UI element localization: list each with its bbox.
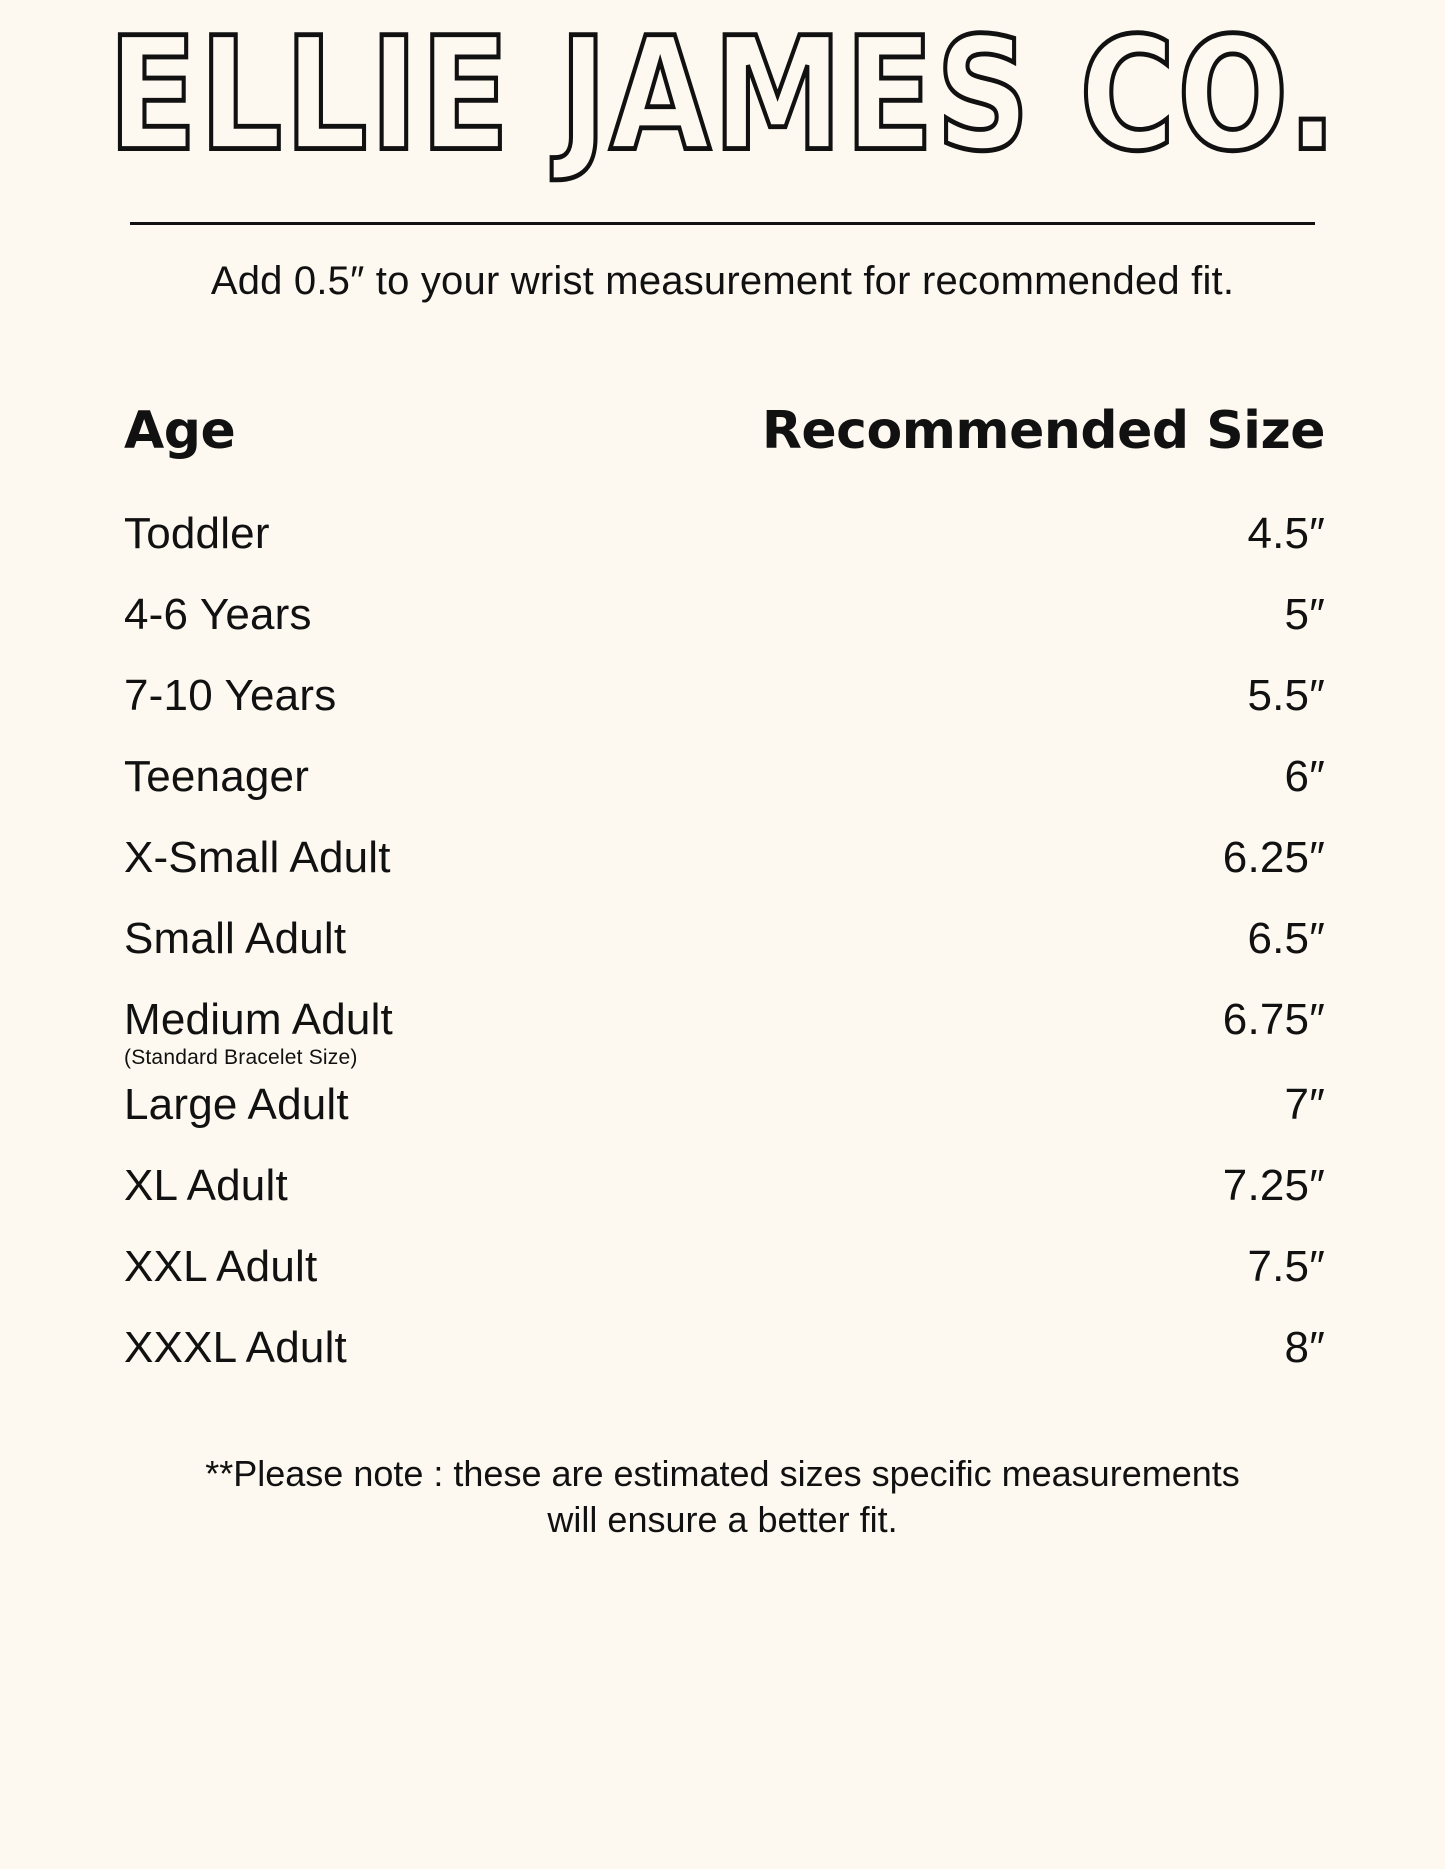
cell-age: X-Small Adult xyxy=(124,833,391,882)
cell-age-subnote: (Standard Bracelet Size) xyxy=(124,1046,358,1069)
cell-age: Teenager xyxy=(124,752,310,801)
table-row xyxy=(120,1080,1325,1130)
table-row xyxy=(120,1242,1325,1292)
table-header-row xyxy=(120,401,1325,461)
size-table xyxy=(120,401,1325,1373)
table-row xyxy=(120,671,1325,721)
cell-age-label: Medium Adult xyxy=(124,995,393,1044)
cell-age: Large Adult xyxy=(124,1080,349,1129)
cell-size: 7.25″ xyxy=(1222,1161,1325,1210)
brand-header xyxy=(107,0,1340,187)
cell-size: 6.25″ xyxy=(1222,833,1325,882)
table-row xyxy=(120,1323,1325,1373)
cell-size: 7.5″ xyxy=(1247,1242,1325,1291)
cell-size: 6″ xyxy=(1284,752,1325,801)
column-header-age: Age xyxy=(124,401,236,461)
cell-size: 5.5″ xyxy=(1247,671,1325,720)
cell-age: XXXL Adult xyxy=(124,1323,347,1372)
fit-instruction-text: Add 0.5″ to your wrist measurement for recommended fit. xyxy=(210,259,1235,303)
cell-size: 6.5″ xyxy=(1247,914,1325,963)
cell-age: XXL Adult xyxy=(124,1242,318,1291)
table-row xyxy=(120,509,1325,559)
cell-age: XL Adult xyxy=(124,1161,288,1210)
cell-age: Toddler xyxy=(124,509,270,558)
table-row xyxy=(120,590,1325,640)
brand-title: ELLIE JAMES CO. xyxy=(107,4,1340,187)
header-divider xyxy=(130,222,1315,225)
table-row xyxy=(120,752,1325,802)
column-header-size: Recommended Size xyxy=(761,401,1325,461)
cell-size: 8″ xyxy=(1284,1323,1325,1372)
cell-age xyxy=(120,995,393,1068)
table-row xyxy=(120,914,1325,964)
table-row xyxy=(120,995,1325,1068)
cell-size: 7″ xyxy=(1284,1080,1325,1129)
cell-size: 5″ xyxy=(1284,590,1325,639)
cell-size: 6.75″ xyxy=(1222,995,1325,1044)
table-row xyxy=(120,833,1325,883)
cell-size: 4.5″ xyxy=(1247,509,1325,558)
cell-age: Small Adult xyxy=(124,914,347,963)
cell-age: 4-6 Years xyxy=(124,590,312,639)
table-row xyxy=(120,1161,1325,1211)
cell-age: 7-10 Years xyxy=(124,671,337,720)
footer-disclaimer: **Please note : these are estimated sizes specific measurements will ensure a better fit. xyxy=(205,1453,1240,1541)
